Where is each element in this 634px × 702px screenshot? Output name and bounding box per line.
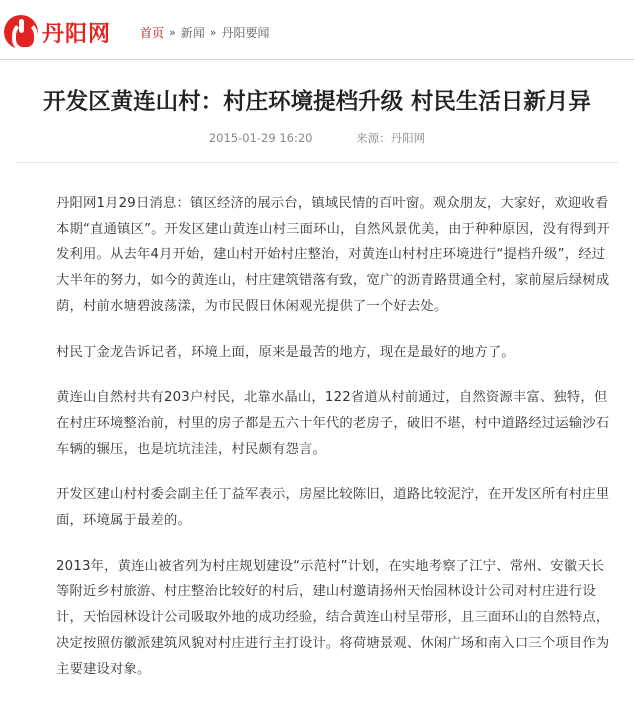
article-paragraph: 村民丁金龙告诉记者，环境上面，原来是最苦的地方，现在是最好的地方了。 [56,344,515,360]
article-source: 来源：丹阳网 [356,131,426,145]
article-paragraph: 黄连山自然村共有203户村民，北靠水晶山，122省道从村前通过，自然资源丰富、独特，但在村庄环境整治前，村里的房子都是五六十年代的老房子，破旧不堪，村中道路经过运输沙石车辆的辗压，也是坑坑洼洼，村民颇有怨言。 [56,390,610,457]
article-paragraph: 2013年，黄连山被省列为村庄规划建设“示范村”计划，在实地考察了江宁、常州、安徽天长等附近乡村旅游、村庄整治比较好的村后，建山村邀请扬州天怡园林设计公司对村庄进行设计，天怡园林设计公司吸取外地的成功经验，结合黄连山村呈带形，且三面环山的自然特点，决定按照仿徽派建筑风貌对村庄进行主打设计。将荷塘景观、休闲广场和南入口三个项目作为主要建设对象。 [56,558,610,677]
breadcrumb-current-link[interactable]: 丹阳要闻 [221,26,270,40]
article-paragraph: 开发区建山村村委会副主任丁益军表示，房屋比较陈旧，道路比较泥泞，在开发区所有村庄里面，环境属于最差的。 [56,487,610,529]
breadcrumb-section-link[interactable]: 新闻 [180,26,205,40]
breadcrumb [140,24,270,41]
site-logo[interactable] [4,12,134,52]
article-title: 开发区黄连山村：村庄环境提档升级 村民生活日新月异 [43,89,591,115]
article [0,60,634,702]
breadcrumb-separator: » [169,26,176,39]
article-body [56,191,612,682]
breadcrumb-separator: » [209,26,217,39]
site-name: 丹阳网 [42,21,112,47]
article-date: 2015-01-29 16:20 [208,131,313,145]
article-meta [0,130,634,146]
breadcrumb-home-link[interactable]: 首页 [140,26,165,40]
article-paragraph: 丹阳网1月29日消息：镇区经济的展示台，镇域民情的百叶窗。观众朋友，大家好，欢迎收看本期“直通镇区”。开发区建山黄连山村三面环山，自然风景优美，由于种种原因，没有得到开发利用。从去年4月开始，建山村开始村庄整治，对黄连山村村庄环境进行“提档升级”，经过大半年的努力，如今的黄连山，村庄建筑错落有致，宽广的沥青路贯通全村，家前屋后绿树成荫，村前水塘碧波荡漾，为市民假日休闲观光提供了一个好去处。 [56,196,611,314]
title-divider [16,162,618,163]
logo-icon [4,15,38,49]
site-header [0,0,634,60]
